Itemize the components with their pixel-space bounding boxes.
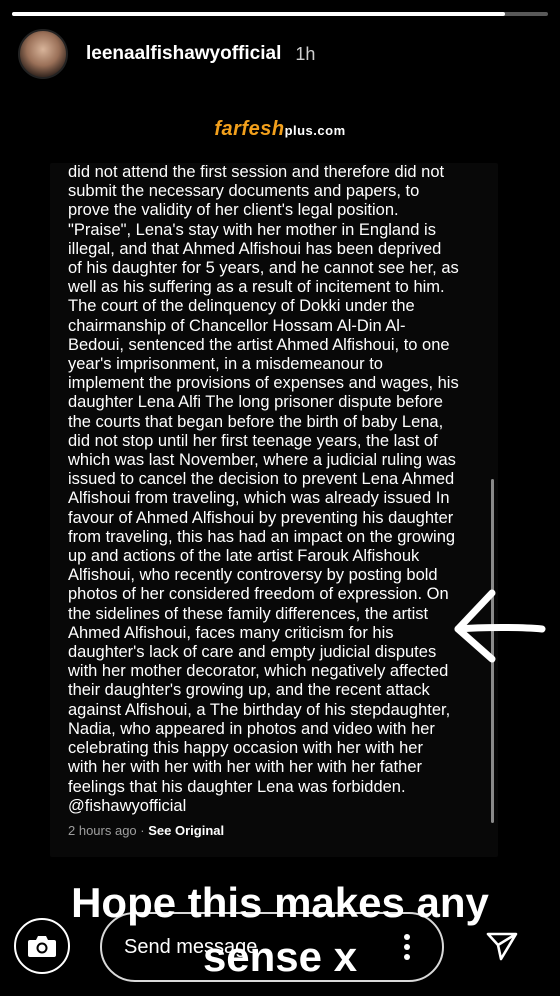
post-footer [68,823,224,838]
see-original-link[interactable]: See Original [148,823,225,838]
username[interactable]: leenaalfishawyofficial [86,43,282,64]
more-vertical-icon [403,934,411,960]
arrow-left-icon [452,585,548,665]
watermark-main: farfesh [214,118,285,140]
post-screenshot [50,163,498,857]
story-progress-bar [12,12,548,16]
camera-button[interactable] [14,918,70,974]
watermark-logo [0,118,560,141]
send-icon [485,930,519,962]
caption-line-1: Hope this makes any [71,879,489,926]
caption-line-2: sense x [202,933,358,980]
footer-separator: · [140,823,145,838]
watermark-sub: plus.com [284,123,346,138]
post-text: did not attend the first session and therefore did not submit the necessary documents and papers, to prove the validity of her client's legal position. "Praise", Lena's stay with her mother in England is illegal, and that Ahmed Alfishoui has been deprived of his daughter for 5 years, and he cannot see her, as well as his suffering as a result of incitement to him. The court of the delinquency of Dokki under the chairmanship of Chancellor Hossam Al-Din Al- Bedoui, sentenced the artist Ahmed Alfishoui, to one year's imprisonment, in a misdemeanour to implement the provisions of expenses and wages, his daughter Lena Alfi The long prisoner dispute before the courts that began before the birth of baby Lena, did not stop until her first teenage years, the last of which was last November, where a judicial ruling was issued to cancel the decision to prevent Lena Ahmed Alfishoui from traveling, which was already issued In favour of Ahmed Alfishoui by preventing his daughter from traveling, this has had an impact on the growing up and actions of the late artist Farouk Alfishouk Alfishoui, who recently controversy by posting bold photos of her considered freedom of expression. On the sidelines of these family differences, the artist Ahmed Alfishoui, faces many criticism for his daughter's lack of care and empty judicial disputes with her mother decorator, which negatively affected their daughter's growing up, and the recent attack against Alfishoui, a The birthday of his stepdaughter, Nadia, who appeared in photos and video with her celebrating this happy occasion with her with her with her with her with her with her with her father feelings that his daughter Lena was forbidden. @fishawyofficial [68,163,459,815]
post-time: 1h [295,43,316,64]
story-progress-fill [12,12,505,16]
send-button[interactable] [482,926,522,966]
camera-icon [27,933,57,959]
post-timestamp: 2 hours ago [68,823,137,838]
story-header [18,28,542,80]
avatar[interactable] [18,29,68,79]
more-options-button[interactable] [390,930,424,964]
